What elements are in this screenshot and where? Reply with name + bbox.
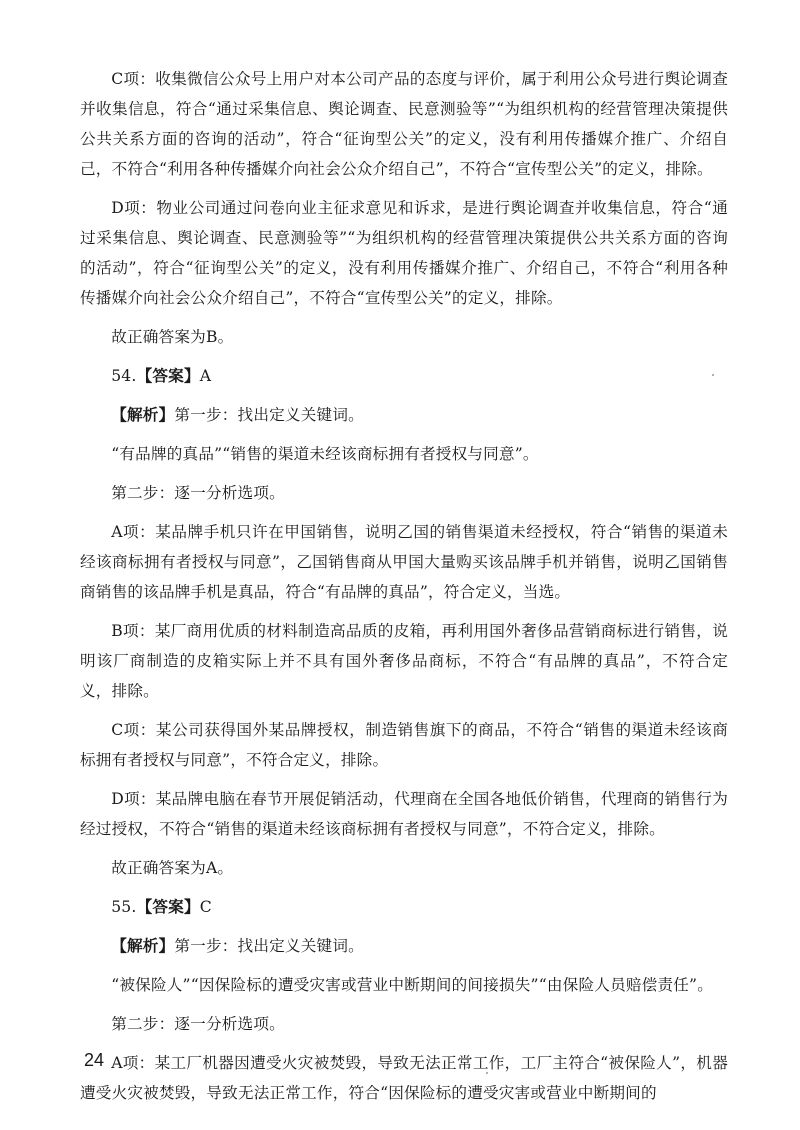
paragraph-text: C项：收集微信公众号上用户对本公司产品的态度与评价，属于利用公众号进行舆论调查并收集信息，符合“通过采集信息、舆论调查、民意测验等”“为组织机构的经营管理决策提供公共关系方面的咨询的活动”，符合“征询型公关”的定义，没有利用传播媒介推广、介绍自己，不符合“利用各种传播媒介向社会公众介绍自己”，不符合“宣传型公关”的定义，排除。	[80, 70, 728, 178]
document-page	[80, 64, 728, 1117]
analysis-heading-55	[80, 931, 728, 961]
paragraph-conclusion	[80, 322, 728, 352]
paragraph-text: “被保险人”“因保险标的遭受灾害或营业中断期间的间接损失”“由保险人员赔偿责任”。	[111, 976, 714, 994]
answer-value: C	[199, 898, 212, 916]
paragraph-option-c	[80, 715, 728, 775]
paragraph-conclusion	[80, 853, 728, 883]
paragraph-option-d	[80, 193, 728, 313]
analysis-tag: 【解析】	[111, 936, 175, 955]
answer-value: A	[199, 367, 212, 385]
page-number: 24	[84, 1050, 105, 1070]
paragraph-step-two	[80, 1009, 728, 1039]
paragraph-text: 第二步：逐一分析选项。	[111, 1015, 285, 1033]
paragraph-text: D项：某品牌电脑在春节开展促销活动，代理商在全国各地低价销售，代理商的销售行为经过授权，不符合“销售的渠道未经该商标拥有者授权与同意”，不符合定义，排除。	[80, 790, 728, 838]
paragraph-text: 第一步：找出定义关键词。	[174, 937, 364, 955]
paragraph-text: 第一步：找出定义关键词。	[174, 406, 364, 424]
paragraph-option-b	[80, 616, 728, 706]
answer-heading-55	[80, 892, 728, 922]
paragraph-keywords	[80, 970, 728, 1000]
scan-speck	[712, 374, 714, 376]
paragraph-option-a	[80, 517, 728, 607]
question-number: 54.	[111, 367, 137, 385]
paragraph-option-c	[80, 64, 728, 184]
paragraph-text: B项：某厂商用优质的材料制造高品质的皮箱，再利用国外奢侈品营销商标进行销售，说明该厂商制造的皮箱实际上并不具有国外奢侈品商标，不符合“有品牌的真品”，不符合定义，排除。	[80, 622, 728, 700]
answer-tag: 【答案】	[136, 897, 200, 916]
paragraph-text: “有品牌的真品”“销售的渠道未经该商标拥有者授权与同意”。	[111, 445, 539, 463]
paragraph-text: 故正确答案为A。	[111, 859, 234, 877]
analysis-heading-54	[80, 400, 728, 430]
paragraph-keywords	[80, 439, 728, 469]
paragraph-text: A项：某品牌手机只许在甲国销售，说明乙国的销售渠道未经授权，符合“销售的渠道未经该商标拥有者授权与同意”，乙国销售商从甲国大量购买该品牌手机并销售，说明乙国销售商销售的该品牌手机是真品，符合“有品牌的真品”，符合定义，当选。	[80, 523, 728, 601]
paragraph-text: D项：物业公司通过问卷向业主征求意见和诉求，是进行舆论调查并收集信息，符合“通过采集信息、舆论调查、民意测验等”“为组织机构的经营管理决策提供公共关系方面的咨询的活动”，符合“征询型公关”的定义，没有利用传播媒介推广、介绍自己，不符合“利用各种传播媒介向社会公众介绍自己”，不符合“宣传型公关”的定义，排除。	[80, 199, 728, 307]
answer-tag: 【答案】	[136, 366, 200, 385]
question-number: 55.	[111, 898, 137, 916]
answer-heading-54	[80, 361, 728, 391]
paragraph-text: 故正确答案为B。	[111, 328, 234, 346]
paragraph-step-two	[80, 478, 728, 508]
scan-speck	[486, 1072, 488, 1074]
analysis-tag: 【解析】	[111, 405, 175, 424]
paragraph-text: A项：某工厂机器因遭受火灾被焚毁，导致无法正常工作，工厂主符合“被保险人”，机器遭受火灾被焚毁，导致无法正常工作，符合“因保险标的遭受灾害或营业中断期间的	[80, 1054, 728, 1102]
paragraph-text: 第二步：逐一分析选项。	[111, 484, 285, 502]
paragraph-option-a	[80, 1048, 728, 1108]
paragraph-option-d	[80, 784, 728, 844]
paragraph-text: C项：某公司获得国外某品牌授权，制造销售旗下的商品，不符合“销售的渠道未经该商标拥有者授权与同意”，不符合定义，排除。	[80, 721, 728, 769]
